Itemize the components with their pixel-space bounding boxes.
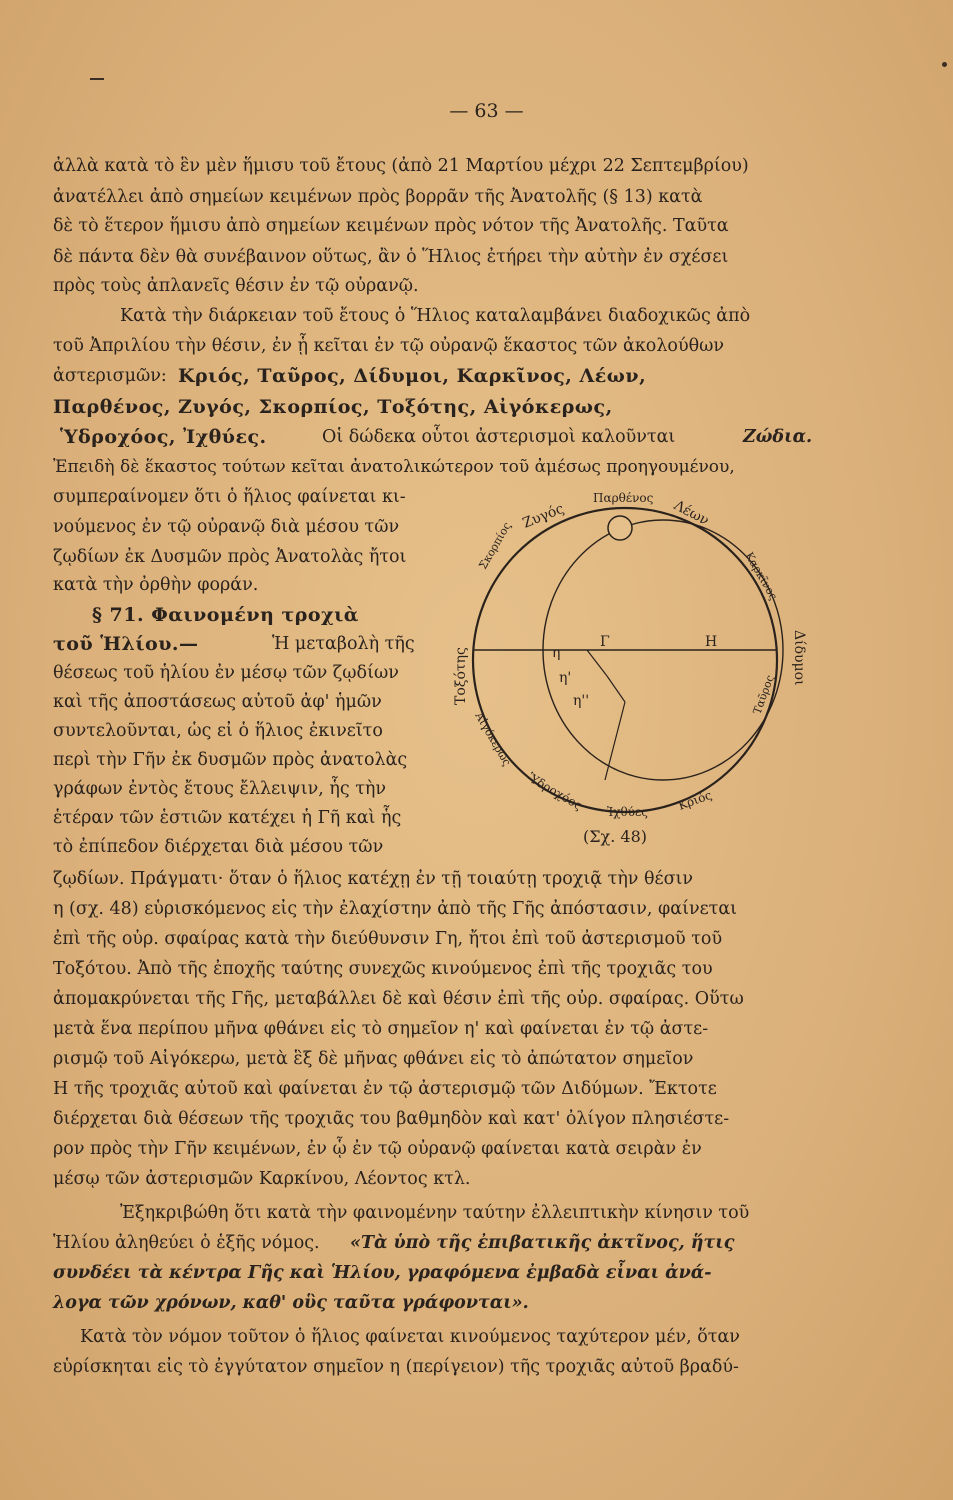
text-line: περὶ τὴν Γῆν ἐκ δυσμῶν πρὸς ἀνατολὰς <box>53 750 408 770</box>
text-line: ἀλλὰ κατὰ τὸ ἓν μὲν ἥμισυ τοῦ ἔτους (ἀπὸ 21 Μαρτίου μέχρι 22 Σεπτεμβρίου) <box>53 156 749 176</box>
text-line: Κατὰ τὸν νόμον τοῦτον ὁ ἥλιος φαίνεται κινούμενος ταχύτερον μέν, ὅταν <box>80 1327 740 1347</box>
orbit-diagram <box>455 480 815 860</box>
label-ydrochoos: Ὑδροχόος <box>525 770 585 813</box>
zodiac-list: Ὑδροχόος, Ἰχθύες. <box>60 426 267 448</box>
label-eta-prime: η' <box>559 670 572 686</box>
text-line: συμπεραίνομεν ὅτι ὁ ἥλιος φαίνεται κι- <box>53 487 406 507</box>
label-toxotis: Τοξότης <box>453 647 469 705</box>
text-line: Ἐπειδὴ δὲ ἕκαστος τούτων κεῖται ἀνατολικώτερον τοῦ ἀμέσως προηγουμένου, <box>53 457 735 477</box>
text-line: ἀστερισμῶν: <box>53 366 167 386</box>
text-line: θέσεως τοῦ ἡλίου ἐν μέσῳ τῶν ζῳδίων <box>53 663 399 683</box>
text-line: μετὰ ἕνα περίπου μῆνα φθάνει εἰς τὸ σημεῖον η' καὶ φαίνεται ἐν τῷ ἀστε- <box>53 1019 709 1039</box>
text-line: ἑτέραν τῶν ἑστιῶν κατέχει ἡ Γῆ καὶ ἧς <box>53 808 402 828</box>
text-line: Κατὰ τὴν διάρκειαν τοῦ ἔτους ὁ Ἥλιος καταλαμβάνει διαδοχικῶς ἀπὸ <box>120 306 751 326</box>
text-line: γράφων ἐντὸς ἔτους ἔλλειψιν, ἧς τὴν <box>53 779 387 799</box>
text-line: διέρχεται διὰ θέσεων τῆς τροχιᾶς του βαθμηδὸν καὶ κατ' ὀλίγον πλησιέστε- <box>53 1109 730 1129</box>
text-line: ἐπὶ τῆς οὐρ. σφαίρας κατὰ τὴν διεύθυνσιν Γη, ἤτοι ἐπὶ τοῦ ἀστερισμοῦ τοῦ <box>53 929 723 949</box>
text-line: τοῦ Ἀπριλίου τὴν θέσιν, ἐν ᾗ κεῖται ἐν τῷ οὐρανῷ ἕκαστος τῶν ἀκολούθων <box>53 336 725 356</box>
label-krios: Κριός <box>676 787 714 813</box>
page-mark <box>90 78 104 80</box>
label-aphelion: Η <box>705 634 718 650</box>
text-line: ζῳδίων ἐκ Δυσμῶν πρὸς Ἀνατολὰς ἤτοι <box>53 547 407 567</box>
page-number: — 63 — <box>449 100 524 122</box>
text-line: συντελοῦνται, ὡς εἰ ὁ ἥλιος ἐκινεῖτο <box>53 721 383 741</box>
text-line: νούμενος ἐν τῷ οὐρανῷ διὰ μέσου τῶν <box>53 517 400 537</box>
label-zygos: Ζυγός <box>520 500 567 532</box>
text-line: Ἡλίου ἀληθεύει ὁ ἑξῆς νόμος. <box>53 1233 320 1253</box>
text-line: Η τῆς τροχιᾶς αὐτοῦ καὶ φαίνεται ἐν τῷ ἀστερισμῷ τῶν Διδύμων. Ἔκτοτε <box>53 1079 717 1099</box>
law-statement: συνδέει τὰ κέντρα Γῆς καὶ Ἡλίου, γραφόμενα ἐμβαδὰ εἶναι ἀνά- <box>53 1263 712 1283</box>
text-line: πρὸς τοὺς ἀπλανεῖς θέσιν ἐν τῷ οὐρανῷ. <box>53 276 419 296</box>
section-heading: τοῦ Ἡλίου.— <box>53 633 199 655</box>
text-line: ρον πρὸς τὴν Γῆν κειμένων, ἐν ᾧ ἐν τῷ οὐρανῷ φαίνεται κατὰ σειρὰν ἐν <box>53 1139 702 1159</box>
text-line: κατὰ τὴν ὀρθὴν φοράν. <box>53 575 259 595</box>
law-statement: λογα τῶν χρόνων, καθ' οὓς ταῦτα γράφονται». <box>53 1293 529 1313</box>
text-line: τὸ ἐπίπεδον διέρχεται διὰ μέσου τῶν <box>53 837 384 857</box>
label-tauros: Ταῦρος <box>750 673 777 717</box>
page-mark-dot <box>942 62 947 67</box>
label-karkinos: Καρκῖνος <box>742 550 781 603</box>
zodiac-circle <box>473 508 777 812</box>
text-line: καὶ τῆς ἀποστάσεως αὐτοῦ ἀφ' ἡμῶν <box>53 692 382 712</box>
zodia-term: Ζώδια. <box>743 427 813 447</box>
text-line: Ἐξηκριβώθη ὅτι κατὰ τὴν φαινομένην ταύτην ἐλλειπτικὴν κίνησιν τοῦ <box>120 1203 750 1223</box>
sun-marker <box>608 516 632 540</box>
label-eta-double-prime: η'' <box>573 693 590 709</box>
text-line: δὲ τὸ ἕτερον ἥμισυ ἀπὸ σημείων κειμένων πρὸς νότον τῆς Ἀνατολῆς. Ταῦτα <box>53 216 729 236</box>
radius-line <box>605 702 625 780</box>
orbit-diagram-svg <box>455 480 815 860</box>
text-line: Τοξότου. Ἀπὸ τῆς ἐποχῆς ταύτης συνεχῶς κινούμενος ἐπὶ τῆς τροχιᾶς του <box>53 959 713 979</box>
zodiac-list: Κριός, Ταῦρος, Δίδυμοι, Καρκῖνος, Λέων, <box>178 365 647 387</box>
radius-line <box>607 676 625 702</box>
section-heading: § 71. Φαινομένη τροχιὰ <box>92 604 359 626</box>
radius-line <box>587 650 607 676</box>
text-line: ἀπομακρύνεται τῆς Γῆς, μεταβάλλει δὲ καὶ θέσιν ἐπὶ τῆς οὐρ. σφαίρας. Οὕτω <box>53 989 744 1009</box>
label-parthenos: Παρθένος <box>593 491 654 505</box>
figure-caption: (Σχ. 48) <box>583 827 648 846</box>
text-line: ρισμῷ τοῦ Αἰγόκερω, μετὰ ἓξ δὲ μῆνας φθάνει εἰς τὸ ἀπώτατον σημεῖον <box>53 1049 694 1069</box>
label-leon: Λέων <box>671 497 712 530</box>
label-eta: η <box>552 645 561 661</box>
zodiac-list: Παρθένος, Ζυγός, Σκορπίος, Τοξότης, Αἰγόκερως, <box>53 396 613 418</box>
label-skorpios: Σκορπίος <box>476 519 514 572</box>
text-line: η (σχ. 48) εὑρισκόμενος εἰς τὴν ἐλαχίστην ἀπὸ τῆς Γῆς ἀπόστασιν, φαίνεται <box>53 899 738 919</box>
law-statement: «Τὰ ὑπὸ τῆς ἐπιβατικῆς ἀκτῖνος, ἥτις <box>350 1233 735 1253</box>
label-ichthyes: Ἰχθύες <box>607 805 648 819</box>
text-line: Ἡ μεταβολὴ τῆς <box>272 634 415 654</box>
text-line: ἀνατέλλει ἀπὸ σημείων κειμένων πρὸς βορρᾶν τῆς Ἀνατολῆς (§ 13) κατὰ <box>53 187 703 207</box>
text-line: Οἱ δώδεκα οὗτοι ἀστερισμοὶ καλοῦνται <box>322 427 676 447</box>
text-line: μέσῳ τῶν ἀστερισμῶν Καρκίνου, Λέοντος κτλ. <box>53 1169 471 1189</box>
text-line: εὑρίσκηται εἰς τὸ ἐγγύτατον σημεῖον η (περίγειον) τῆς τροχιᾶς αὐτοῦ βραδύ- <box>53 1357 739 1377</box>
text-line: ζῳδίων. Πράγματι· ὅταν ὁ ἥλιος κατέχῃ ἐν τῇ τοιαύτῃ τροχιᾷ τὴν θέσιν <box>53 869 694 889</box>
label-didymoi: Δίδυμοι <box>791 630 807 686</box>
label-earth-gamma: Γ <box>600 634 610 650</box>
label-aigokeros: Αἰγόκερως <box>472 710 514 769</box>
text-line: δὲ πάντα δὲν θὰ συνέβαινον οὕτως, ἂν ὁ Ἥλιος ἐτήρει τὴν αὐτὴν ἐν σχέσει <box>53 247 729 267</box>
